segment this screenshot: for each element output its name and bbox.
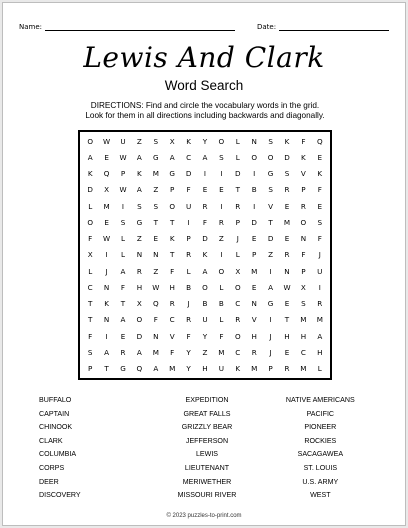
grid-letter: D [202, 234, 208, 244]
grid-letter: F [301, 250, 306, 260]
grid-letter: D [87, 185, 93, 195]
grid-letter: J [236, 234, 239, 244]
grid-letter: A [120, 315, 126, 325]
grid-letter: W [103, 136, 111, 146]
grid-letter: K [169, 234, 175, 244]
grid-letter: M [152, 169, 159, 179]
grid-letter: F [202, 217, 208, 227]
grid-letter: C [300, 347, 306, 357]
grid-letter: X [87, 250, 93, 260]
grid-letter: N [300, 234, 307, 244]
grid-letter: I [253, 169, 256, 179]
word-list-item: ST. LOUIS [303, 463, 338, 472]
grid-letter: C [235, 347, 241, 357]
grid-letter: K [284, 136, 290, 146]
grid-letter: S [268, 136, 273, 146]
grid-letter: A [136, 347, 142, 357]
grid-letter: W [119, 152, 127, 162]
grid-letter: E [284, 201, 290, 211]
grid-letter: K [235, 364, 241, 374]
grid-letter: I [318, 282, 321, 292]
grid-letter: S [120, 217, 126, 227]
grid-letter: O [202, 282, 208, 292]
grid-letter: A [136, 152, 142, 162]
grid-letter: T [169, 217, 175, 227]
grid-letter: P [301, 266, 306, 276]
grid-letter: I [220, 201, 223, 211]
grid-letter: R [317, 299, 323, 309]
word-list-item: CORPS [39, 463, 65, 472]
grid-letter: R [300, 201, 306, 211]
grid-letter: S [153, 136, 159, 146]
grid-letter: A [317, 331, 323, 341]
grid-letter: F [88, 234, 93, 244]
word-list-item: GREAT FALLS [183, 409, 231, 418]
grid-letter: R [120, 347, 126, 357]
grid-letter: G [169, 169, 175, 179]
grid-letter: X [169, 136, 175, 146]
grid-letter: M [316, 315, 323, 325]
word-list-item: MERIWETHER [182, 477, 232, 486]
grid-letter: E [153, 234, 159, 244]
word-list-item: LIEUTENANT [184, 463, 230, 472]
grid-letter: F [170, 266, 175, 276]
grid-letter: T [284, 315, 290, 325]
grid-letter: C [169, 315, 175, 325]
grid-letter: E [219, 185, 224, 195]
grid-letter: O [218, 136, 225, 146]
grid-letter: I [220, 250, 223, 260]
grid-letter: E [251, 234, 257, 244]
word-list-item: U.S. ARMY [302, 477, 339, 486]
grid-letter: D [235, 169, 241, 179]
grid-letter: R [284, 185, 290, 195]
grid-letter: K [202, 250, 208, 260]
grid-letter: X [300, 282, 306, 292]
grid-letter: W [283, 282, 291, 292]
grid-letter: O [169, 201, 176, 211]
grid-letter: P [235, 217, 240, 227]
grid-letter: G [120, 364, 126, 374]
grid-letter: T [88, 315, 93, 325]
word-list-item: COLUMBIA [39, 450, 77, 459]
grid-letter: G [136, 217, 143, 227]
grid-letter: N [153, 250, 159, 260]
grid-letter: U [202, 315, 208, 325]
grid-letter: N [251, 136, 257, 146]
grid-letter: B [202, 299, 208, 309]
grid-letter: A [169, 152, 175, 162]
grid-letter: D [136, 331, 143, 341]
grid-letter: Z [153, 185, 159, 195]
grid-letter: U [317, 266, 323, 276]
grid-letter: J [105, 266, 108, 276]
word-list-item: NATIVE AMERICANS [285, 396, 355, 404]
grid-letter: A [202, 266, 208, 276]
page-title: Lewis And Clark [83, 41, 325, 74]
grid-letter: T [153, 217, 158, 227]
grid-letter: R [186, 250, 192, 260]
grid-letter: R [136, 266, 142, 276]
grid-letter: M [283, 217, 291, 227]
grid-letter: C [87, 282, 93, 292]
grid-letter: E [317, 201, 323, 211]
grid-letter: S [317, 217, 323, 227]
grid-letter: F [186, 185, 191, 195]
grid-letter: R [235, 315, 241, 325]
worksheet [2, 2, 406, 526]
grid-letter: G [153, 152, 159, 162]
date-field [257, 23, 389, 31]
grid-letter: S [137, 201, 142, 211]
grid-letter: Q [103, 169, 110, 179]
grid-letter: H [317, 347, 323, 357]
grid-letter: I [269, 315, 272, 325]
grid-letter: O [251, 152, 258, 162]
grid-letter: G [267, 169, 274, 179]
grid-letter: X [235, 266, 241, 276]
grid-letter: J [269, 331, 272, 341]
word-list-item: MISSOURI RIVER [177, 491, 237, 500]
grid-letter: S [153, 201, 159, 211]
grid-letter: M [169, 364, 176, 374]
word-list-item: ROCKIES [304, 436, 337, 445]
grid-letter: T [88, 299, 93, 309]
grid-letter: Q [316, 136, 323, 146]
grid-letter: G [267, 299, 274, 309]
page-subtitle: Word Search [164, 78, 244, 93]
grid-letter: L [219, 315, 224, 325]
grid-letter: L [235, 136, 240, 146]
grid-letter: O [218, 266, 225, 276]
grid-letter: P [301, 185, 306, 195]
grid-letter: M [218, 347, 225, 357]
directions-line-1: DIRECTIONS: Find and circle the vocabulary words in the grid. [90, 101, 320, 110]
directions-line-2: Look for them in all directions including backwards and diagonally. [85, 111, 325, 120]
grid-letter: E [317, 152, 323, 162]
grid-letter: Z [153, 266, 159, 276]
date-line [279, 23, 389, 31]
grid-letter: I [220, 169, 223, 179]
name-field [19, 23, 235, 31]
grid-letter: L [120, 234, 125, 244]
grid-letter: K [301, 152, 306, 162]
grid-letter: D [251, 217, 257, 227]
grid-letter: P [88, 364, 93, 374]
grid-letter: L [186, 266, 191, 276]
grid-letter: Q [136, 364, 143, 374]
grid-letter: A [120, 266, 126, 276]
word-list [37, 394, 377, 503]
grid-letter: L [120, 250, 125, 260]
word-search-grid [78, 130, 332, 380]
grid-letter: R [169, 299, 175, 309]
word-list-item: LEWIS [195, 450, 219, 459]
grid-letter: I [203, 169, 207, 179]
grid-letter: F [219, 331, 224, 341]
grid-letter: H [251, 331, 257, 341]
grid-letter: F [170, 347, 175, 357]
grid-letter: O [87, 217, 94, 227]
grid-letter: Z [218, 234, 224, 244]
grid-letter: L [317, 364, 322, 374]
grid-letter: M [152, 347, 159, 357]
grid-letter: A [202, 152, 208, 162]
word-list-item: JEFFERSON [185, 436, 229, 445]
grid-letter: A [136, 185, 142, 195]
grid-letter: O [87, 136, 94, 146]
grid-letter: F [317, 185, 322, 195]
grid-letter: R [218, 217, 224, 227]
grid-letter: K [317, 169, 323, 179]
word-list-item: SACAGAWEA [297, 450, 344, 459]
grid-letter: N [136, 250, 143, 260]
word-list-item: CAPTAIN [39, 409, 70, 418]
grid-letter: P [252, 250, 257, 260]
grid-letter: H [284, 331, 290, 341]
name-label: Name: [19, 23, 43, 31]
grid-letter: H [300, 331, 307, 341]
grid-letter: D [267, 234, 274, 244]
grid-letter: T [120, 299, 126, 309]
word-list-item: WEST [310, 491, 331, 500]
word-list-item: CLARK [39, 436, 63, 445]
grid-letter: U [218, 364, 225, 374]
grid-letter: K [186, 136, 191, 146]
grid-letter: I [253, 201, 256, 211]
grid-letter: T [268, 217, 273, 227]
grid-letter: K [104, 299, 109, 309]
grid-letter: Z [268, 250, 274, 260]
grid-letter: L [88, 201, 93, 211]
grid-letter: V [268, 201, 274, 211]
grid-letter: M [251, 364, 258, 374]
date-label: Date: [257, 23, 277, 31]
grid-letter: E [284, 347, 290, 357]
grid-letter: X [136, 299, 142, 309]
grid-letter: M [251, 266, 258, 276]
grid-letter: N [284, 266, 290, 276]
grid-letter: M [300, 315, 307, 325]
grid-letter: L [235, 250, 240, 260]
grid-letter: O [234, 331, 241, 341]
grid-letter: L [219, 282, 224, 292]
grid-letter: O [136, 315, 143, 325]
grid-letter: O [267, 152, 274, 162]
grid-letter: W [103, 234, 111, 244]
grid-letter: N [103, 315, 110, 325]
grid-letter: V [169, 331, 175, 341]
grid-letter: S [219, 152, 224, 162]
grid-letter: I [121, 201, 125, 211]
grid-letter: E [104, 217, 109, 227]
word-list-item: GRIZZLY BEAR [181, 423, 233, 432]
grid-letter: J [187, 299, 190, 309]
grid-letter: V [251, 315, 257, 325]
grid-letter: T [235, 185, 240, 195]
grid-letter: N [251, 299, 257, 309]
grid-letter: U [185, 201, 192, 211]
grid-letter: B [218, 299, 224, 309]
grid-letter: Y [186, 347, 191, 357]
grid-letter: F [301, 136, 306, 146]
grid-letter: C [186, 152, 192, 162]
grid-letter: A [104, 347, 110, 357]
grid-letter: R [251, 347, 257, 357]
grid-letter: Q [152, 299, 159, 309]
grid-letter: S [268, 185, 273, 195]
grid-letter: I [187, 217, 190, 227]
grid-letter: Y [186, 364, 191, 374]
grid-letter: E [284, 234, 290, 244]
grid-letter: I [105, 331, 108, 341]
grid-letter: J [269, 347, 272, 357]
grid-letter: T [169, 250, 175, 260]
grid-letter: D [185, 169, 192, 179]
grid-letter: C [235, 299, 241, 309]
grid-letter: S [87, 347, 93, 357]
grid-letter: Z [202, 347, 208, 357]
grid-letter: S [301, 299, 306, 309]
grid-letter: L [235, 152, 240, 162]
grid-letter: R [202, 201, 208, 211]
grid-letter: P [268, 364, 273, 374]
grid-letter: Z [136, 234, 142, 244]
grid-letter: X [104, 185, 110, 195]
grid-letter: E [202, 185, 208, 195]
grid-letter: F [317, 234, 322, 244]
grid-letter: T [104, 364, 109, 374]
grid-letter: F [186, 331, 191, 341]
word-list-item: DEER [39, 477, 59, 486]
grid-letter: A [153, 364, 159, 374]
grid-letter: O [300, 217, 307, 227]
grid-letter: D [284, 152, 290, 162]
grid-letter: E [104, 152, 109, 162]
grid-letter: E [120, 331, 126, 341]
grid-letter: A [87, 152, 93, 162]
word-list-item: DISCOVERY [39, 491, 81, 500]
grid-letter: H [136, 282, 143, 292]
grid-letter: N [153, 331, 159, 341]
grid-letter: N [103, 282, 110, 292]
grid-letter: S [284, 169, 290, 179]
grid-letter: F [120, 282, 126, 292]
grid-letter: B [251, 185, 257, 195]
grid-letter: R [235, 201, 241, 211]
word-list-item: PIONEER [304, 423, 337, 432]
word-list-item: CHINOOK [39, 423, 73, 432]
grid-letter: I [105, 250, 108, 260]
word-list-item: EXPEDITION [185, 396, 229, 404]
grid-letter: W [152, 282, 160, 292]
grid-letter: K [137, 169, 142, 179]
grid-letter: Z [136, 136, 142, 146]
grid-letter: R [284, 364, 290, 374]
grid-letter: L [88, 266, 93, 276]
grid-letter: M [103, 201, 110, 211]
grid-letter: K [87, 169, 93, 179]
grid-letter: Y [202, 331, 208, 341]
grid-letter: V [300, 169, 306, 179]
grid-letter: A [268, 282, 274, 292]
directions [43, 101, 367, 121]
grid-letter: F [88, 331, 93, 341]
grid-letter: E [251, 282, 257, 292]
grid-letter: P [170, 185, 175, 195]
grid-letter: O [234, 282, 241, 292]
grid-letter: F [153, 315, 158, 325]
word-list-item: BUFFALO [39, 396, 72, 404]
grid-letter: R [186, 315, 192, 325]
grid-letter: P [186, 234, 191, 244]
name-line [45, 23, 235, 31]
grid-letter: J [318, 250, 321, 260]
grid-letter: E [284, 299, 290, 309]
grid-letter: M [300, 364, 307, 374]
grid-letter: P [120, 169, 126, 179]
grid-letter: W [119, 185, 127, 195]
word-list-item: PACIFIC [306, 409, 335, 418]
grid-letter: R [284, 250, 290, 260]
grid-letter: B [186, 282, 192, 292]
grid-letter: H [202, 364, 208, 374]
footer-copyright: © 2023 puzzles-to-print.com [166, 513, 242, 519]
grid-letter: H [169, 282, 175, 292]
grid-letter: I [269, 266, 272, 276]
grid-letter: Y [202, 136, 208, 146]
grid-letter: U [120, 136, 126, 146]
